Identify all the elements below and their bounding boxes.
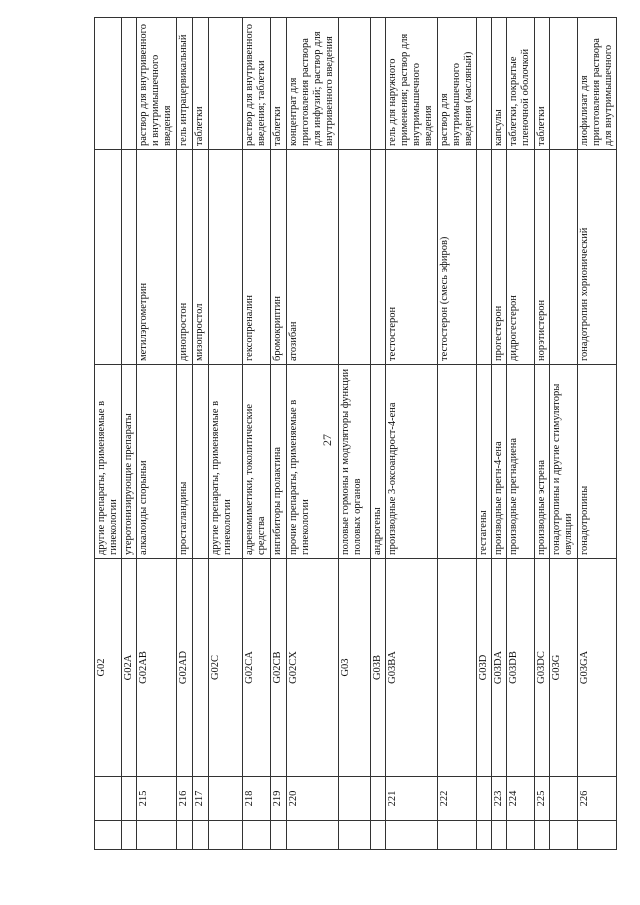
atc-code <box>193 559 209 777</box>
atc-code: G03GA <box>577 559 616 777</box>
table-row <box>534 18 549 850</box>
table-row <box>95 18 122 850</box>
dosage-form <box>476 18 491 150</box>
substance-name <box>95 150 122 365</box>
group-name: гонадотропины и другие стимуляторы овуляции <box>549 365 577 559</box>
table-row <box>137 18 177 850</box>
dosage-form <box>209 18 243 150</box>
blank-cell <box>339 821 371 850</box>
group-name: другие препараты, применяемые в гинекологии <box>209 365 243 559</box>
substance-name: дидрогестерон <box>506 150 534 365</box>
blank-cell <box>371 821 386 850</box>
blank-cell <box>437 821 476 850</box>
page-number: 27 <box>320 434 334 446</box>
substance-name: гексопреналин <box>243 150 271 365</box>
group-name: ингибиторы пролактина <box>271 365 287 559</box>
row-number: 217 <box>193 777 209 821</box>
row-number: 221 <box>386 777 437 821</box>
group-name: половые гормоны и модуляторы функции половых органов <box>339 365 371 559</box>
rotated-table-container <box>94 18 614 850</box>
atc-code: G03DB <box>506 559 534 777</box>
table-row <box>287 18 339 850</box>
row-number: 218 <box>243 777 271 821</box>
row-number: 222 <box>437 777 476 821</box>
atc-code: G02 <box>95 559 122 777</box>
row-number: 224 <box>506 777 534 821</box>
group-name <box>437 365 476 559</box>
group-name: производные прегнадиена <box>506 365 534 559</box>
group-name: производные 3-оксоандрост-4-ена <box>386 365 437 559</box>
row-number <box>371 777 386 821</box>
atc-code: G03DC <box>534 559 549 777</box>
table-row <box>491 18 506 850</box>
group-name: гестагены <box>476 365 491 559</box>
substance-name: мизопростол <box>193 150 209 365</box>
atc-code: G02CB <box>271 559 287 777</box>
dosage-form: гель для наружного применения; раствор для внутримышечного введения <box>386 18 437 150</box>
table-row <box>437 18 476 850</box>
dosage-form: лиофилизат для приготовления раствора для внутримышечного <box>577 18 616 150</box>
substance-name: тестостерон (смесь эфиров) <box>437 150 476 365</box>
atc-code: G02AB <box>137 559 177 777</box>
substance-name <box>549 150 577 365</box>
group-name: прочие препараты, применяемые в гинекологии <box>287 365 339 559</box>
dosage-form: раствор для внутривенного введения; таблетки <box>243 18 271 150</box>
dosage-form: гель интрацервикальный <box>177 18 193 150</box>
blank-cell <box>95 821 122 850</box>
table-row <box>339 18 371 850</box>
row-number <box>549 777 577 821</box>
blank-cell <box>193 821 209 850</box>
blank-cell <box>209 821 243 850</box>
dosage-form <box>95 18 122 150</box>
substance-name: прогестерон <box>491 150 506 365</box>
substance-name: динопростон <box>177 150 193 365</box>
dosage-form: капсулы <box>491 18 506 150</box>
atc-code: G03 <box>339 559 371 777</box>
blank-cell <box>243 821 271 850</box>
dosage-form: таблетки <box>271 18 287 150</box>
row-number: 225 <box>534 777 549 821</box>
group-name: утеротонизирующие препараты <box>122 365 137 559</box>
group-name <box>193 365 209 559</box>
dosage-form: таблетки <box>534 18 549 150</box>
atc-code: G03B <box>371 559 386 777</box>
group-name: адреномиметики, токолитические средства <box>243 365 271 559</box>
group-name: производные прегн-4-ена <box>491 365 506 559</box>
row-number: 216 <box>177 777 193 821</box>
row-number: 220 <box>287 777 339 821</box>
substance-name: атозибан <box>287 150 339 365</box>
table-row <box>193 18 209 850</box>
blank-cell <box>137 821 177 850</box>
blank-cell <box>122 821 137 850</box>
row-number: 223 <box>491 777 506 821</box>
row-number: 226 <box>577 777 616 821</box>
atc-code: G02A <box>122 559 137 777</box>
atc-code: G02CX <box>287 559 339 777</box>
blank-cell <box>506 821 534 850</box>
atc-code <box>437 559 476 777</box>
dosage-form <box>339 18 371 150</box>
row-number <box>122 777 137 821</box>
substance-name <box>371 150 386 365</box>
blank-cell <box>476 821 491 850</box>
blank-cell <box>177 821 193 850</box>
group-name: производные эстрена <box>534 365 549 559</box>
substance-name <box>122 150 137 365</box>
dosage-form <box>122 18 137 150</box>
substance-name: гонадотропин хорионический <box>577 150 616 365</box>
table-row <box>209 18 243 850</box>
row-number <box>339 777 371 821</box>
substance-name <box>476 150 491 365</box>
group-name: алкалоиды спорыньи <box>137 365 177 559</box>
blank-cell <box>534 821 549 850</box>
table-row <box>243 18 271 850</box>
blank-cell <box>549 821 577 850</box>
table-row <box>371 18 386 850</box>
dosage-form <box>371 18 386 150</box>
substance-name: метилэргометрин <box>137 150 177 365</box>
dosage-form: концентрат для приготовления раствора для инфузий; раствор для внутривенного введения <box>287 18 339 150</box>
table-row <box>549 18 577 850</box>
dosage-form <box>549 18 577 150</box>
group-name: андрогены <box>371 365 386 559</box>
table-row <box>386 18 437 850</box>
table-row <box>506 18 534 850</box>
table-row <box>577 18 616 850</box>
blank-cell <box>577 821 616 850</box>
table-row <box>177 18 193 850</box>
row-number: 219 <box>271 777 287 821</box>
substance-name: бромокриптин <box>271 150 287 365</box>
dosage-form: раствор для внутримышечного введения (масляный) <box>437 18 476 150</box>
table-row <box>122 18 137 850</box>
group-name: другие препараты, применяемые в гинекологии <box>95 365 122 559</box>
row-number <box>476 777 491 821</box>
blank-cell <box>287 821 339 850</box>
dosage-form: раствор для внутривенного и внутримышечного введения <box>137 18 177 150</box>
blank-cell <box>386 821 437 850</box>
group-name: простагландины <box>177 365 193 559</box>
atc-code: G03BA <box>386 559 437 777</box>
row-number: 215 <box>137 777 177 821</box>
row-number <box>209 777 243 821</box>
substance-name <box>339 150 371 365</box>
dosage-form: таблетки, покрытые пленочной оболочкой <box>506 18 534 150</box>
drug-registry-table <box>94 17 617 850</box>
substance-name: норэтистерон <box>534 150 549 365</box>
row-number <box>95 777 122 821</box>
atc-code: G02CA <box>243 559 271 777</box>
substance-name <box>209 150 243 365</box>
blank-cell <box>491 821 506 850</box>
group-name: гонадотропины <box>577 365 616 559</box>
atc-code: G03G <box>549 559 577 777</box>
table-row <box>476 18 491 850</box>
atc-code: G03D <box>476 559 491 777</box>
blank-cell <box>271 821 287 850</box>
atc-code: G03DA <box>491 559 506 777</box>
table-row <box>271 18 287 850</box>
atc-code: G02C <box>209 559 243 777</box>
substance-name: тестостерон <box>386 150 437 365</box>
atc-code: G02AD <box>177 559 193 777</box>
dosage-form: таблетки <box>193 18 209 150</box>
